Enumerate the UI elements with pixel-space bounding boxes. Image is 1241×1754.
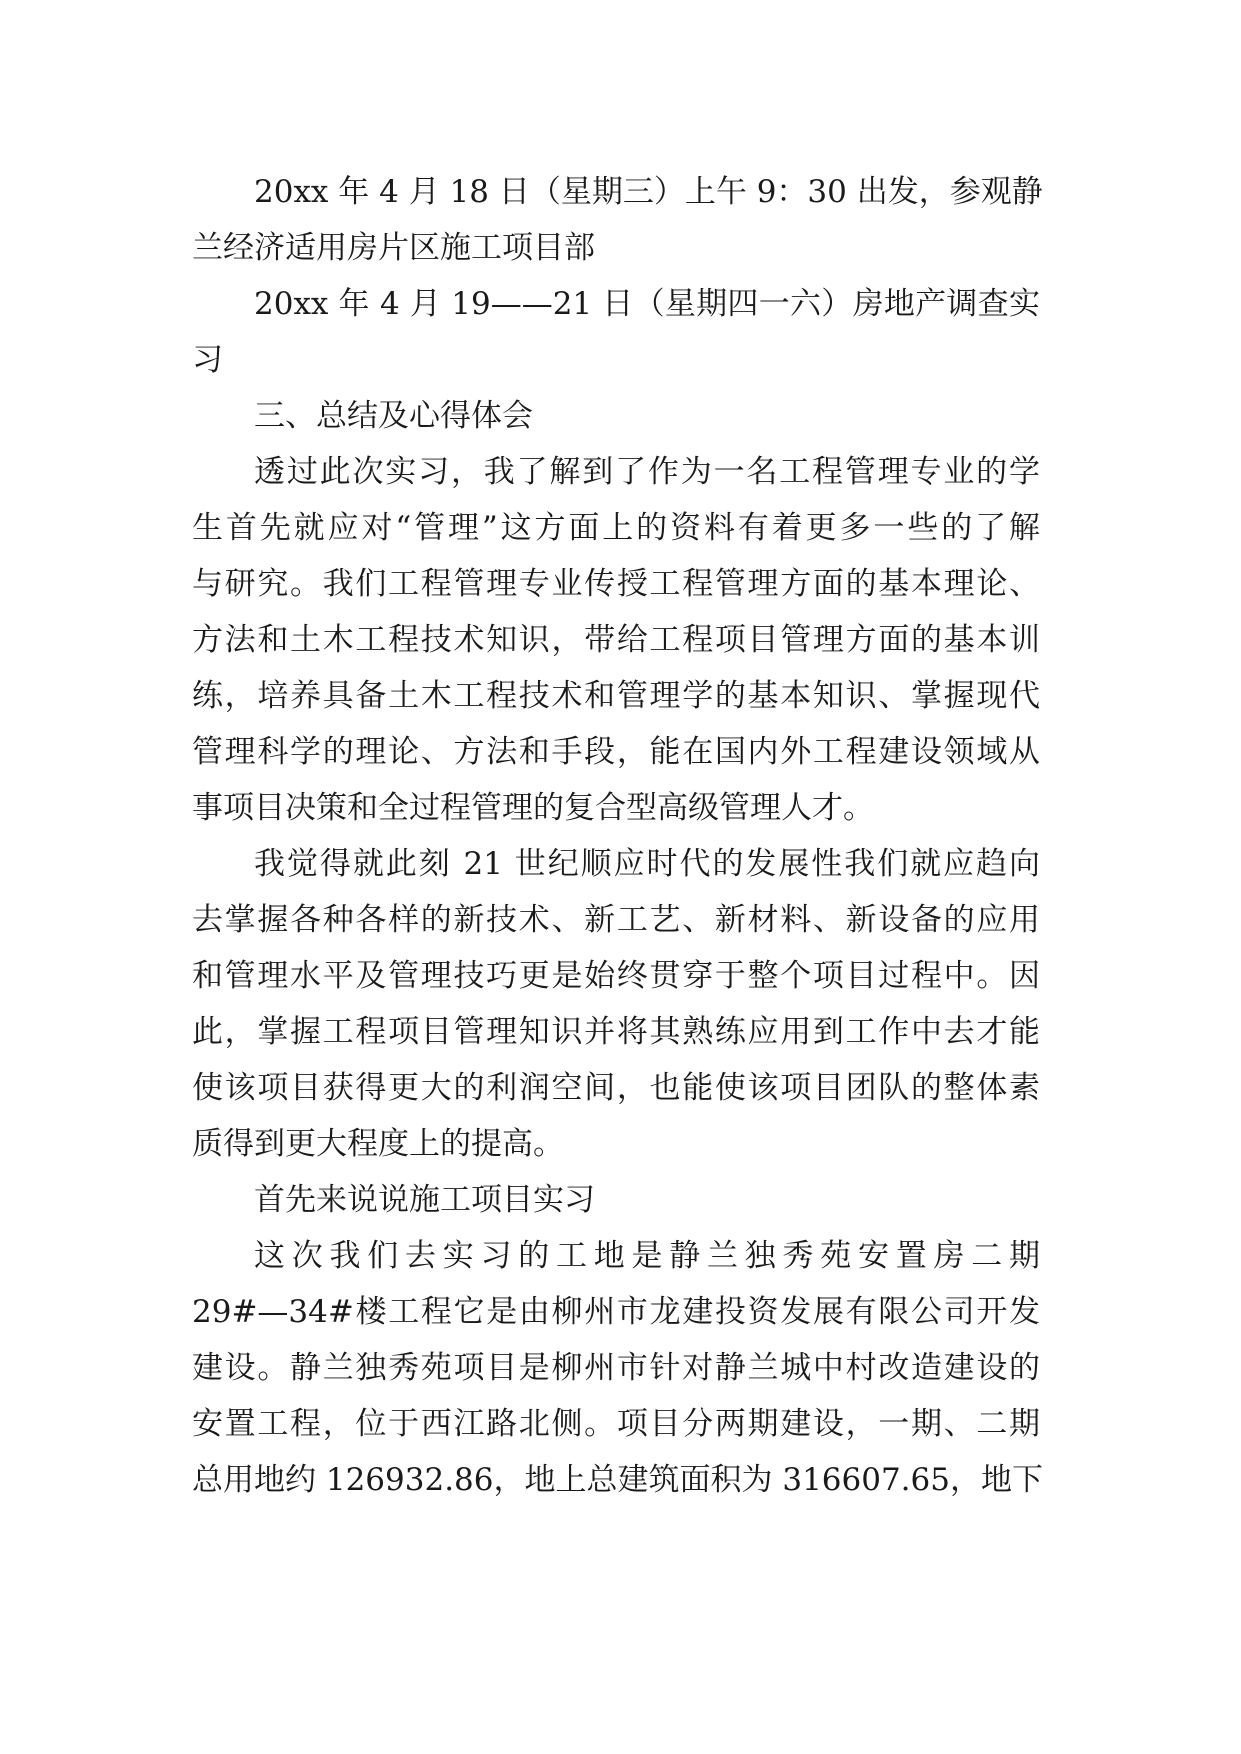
- text-line: 习: [192, 342, 223, 378]
- text-line: 管理科学的理论、方法和手段，能在国内外工程建设领域从: [192, 734, 1040, 770]
- text-line: 事项目决策和全过程管理的复合型高级管理人才。: [192, 790, 874, 826]
- text-line: 方法和土木工程技术知识，带给工程项目管理方面的基本训: [192, 622, 1040, 658]
- text-line: 生首先就应对“管理”这方面上的资料有着更多一些的了解: [192, 510, 1040, 546]
- text-line: 质得到更大程度上的提高。: [192, 1126, 564, 1162]
- text-line: 透过此次实习，我了解到了作为一名工程管理专业的学: [254, 454, 1040, 490]
- text-line: 与研究。我们工程管理专业传授工程管理方面的基本理论、: [192, 566, 1040, 602]
- section-heading: 三、总结及心得体会: [254, 398, 533, 434]
- text-line: 去掌握各种各样的新技术、新工艺、新材料、新设备的应用: [192, 902, 1040, 938]
- text-line: 20xx 年 4 月 18 日（星期三）上午 9：30 出发，参观静: [254, 174, 1043, 210]
- text-line: 练，培养具备土木工程技术和管理学的基本知识、掌握现代: [192, 678, 1040, 714]
- text-line: 这次我们去实习的工地是静兰独秀苑安置房二期: [254, 1238, 1040, 1274]
- text-line: 20xx 年 4 月 19——21 日（星期四一六）房地产调查实: [254, 286, 1040, 322]
- text-line: 此，掌握工程项目管理知识并将其熟练应用到工作中去才能: [192, 1014, 1040, 1050]
- text-line: 总用地约 126932.86，地上总建筑面积为 316607.65，地下: [192, 1462, 1043, 1498]
- text-line: 和管理水平及管理技巧更是始终贯穿于整个项目过程中。因: [192, 958, 1040, 994]
- section-heading: 首先来说说施工项目实习: [254, 1182, 595, 1218]
- text-line: 兰经济适用房片区施工项目部: [192, 230, 595, 266]
- text-line: 建设。静兰独秀苑项目是柳州市针对静兰城中村改造建设的: [192, 1350, 1040, 1386]
- text-line: 安置工程，位于西江路北侧。项目分两期建设，一期、二期: [192, 1406, 1040, 1442]
- text-line: 使该项目获得更大的利润空间，也能使该项目团队的整体素: [192, 1070, 1040, 1106]
- text-line: 29#—34#楼工程它是由柳州市龙建投资发展有限公司开发: [192, 1294, 1040, 1330]
- text-line: 我觉得就此刻 21 世纪顺应时代的发展性我们就应趋向: [254, 846, 1040, 882]
